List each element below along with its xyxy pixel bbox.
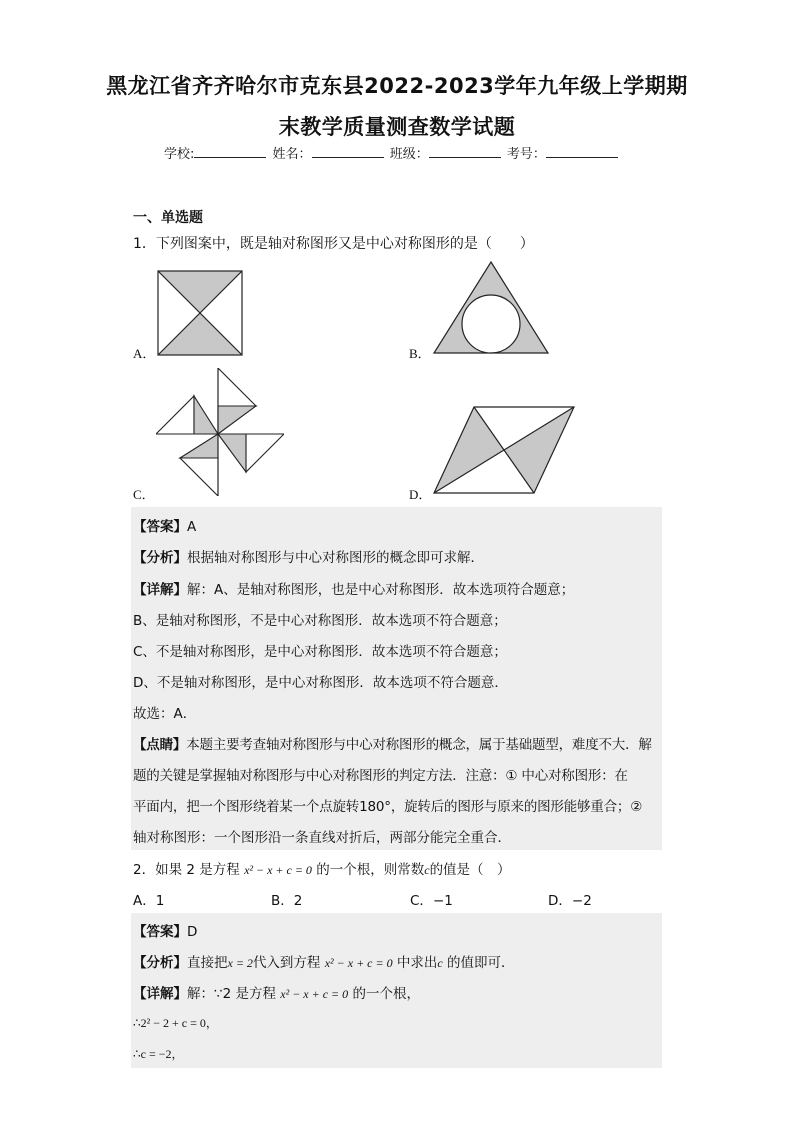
q1-detail-line: 【详解】解：A、是轴对称图形，也是中心对称图形．故本选项符合题意； [133, 582, 575, 598]
q1-conclusion: 故选：A． [133, 706, 197, 722]
q2-option-d: D．−2 [548, 893, 592, 909]
q1-option-a-label: A． [133, 346, 156, 361]
q2-step-1: ∴2² − 2 + c = 0， [133, 1016, 218, 1030]
q1-comment-3: 平面内，把一个图形绕着某一个点旋转180°，旋转后的图形与原来的图形能够重合；② [133, 799, 643, 815]
page-title-line1: 黑龙江省齐齐哈尔市克东县2022-2023学年九年级上学期期 [106, 74, 688, 98]
q1-figure-b [432, 260, 550, 356]
q1-comment-2: 题的关键是掌握轴对称图形与中心对称图形的判定方法．注意：① 中心对称图形：在 [133, 768, 628, 784]
field-class-label: 班级： [389, 147, 429, 162]
q1-comment-line: 【点睛】本题主要考查轴对称图形与中心对称图形的概念，属于基础题型，难度不大．解 [133, 737, 652, 753]
q2-detail-line: 【详解】解：∵2 是方程 x² − x + c = 0 的一个根， [133, 986, 420, 1002]
q2-option-c: C．−1 [410, 893, 453, 909]
section-heading: 一、单选题 [133, 210, 203, 226]
field-name-blank [312, 144, 384, 158]
q1-figure-a [157, 270, 243, 356]
q1-comment-4: 轴对称图形：一个图形沿一条直线对折后，两部分能完全重合． [133, 830, 511, 846]
field-school-label: 学校: [164, 147, 195, 162]
q1-figure-d [432, 405, 577, 495]
q1-detail-b: B、是轴对称图形，不是中心对称图形．故本选项不符合题意； [133, 613, 507, 629]
q1-option-d-label: D． [409, 487, 432, 502]
field-id-label: 考号： [506, 147, 546, 162]
q1-option-b-label: B． [409, 346, 431, 361]
field-id-blank [546, 144, 618, 158]
q2-answer-line: 【答案】D [133, 924, 198, 940]
q1-option-c-label: C． [133, 487, 155, 502]
q2-option-a: A．1 [133, 893, 165, 909]
field-school-blank [194, 144, 266, 158]
q1-answer-line: 【答案】A [133, 519, 197, 535]
q2-step-2: ∴c = −2， [133, 1047, 184, 1061]
q1-stem: 1．下列图案中，既是轴对称图形又是中心对称图形的是（ ） [133, 236, 534, 252]
q1-analysis-line: 【分析】根据轴对称图形与中心对称图形的概念即可求解． [133, 550, 484, 566]
q2-stem: 2．如果 2 是方程 x² − x + c = 0 的一个根，则常数c的值是（ ） [133, 862, 511, 878]
q1-figure-c [156, 368, 284, 496]
q2-equation: x² − x + c = 0 [244, 863, 312, 877]
student-info-fields [164, 143, 620, 162]
page-title-line2: 末教学质量测查数学试题 [278, 115, 516, 139]
field-name-label: 姓名： [272, 147, 312, 162]
q1-detail-c: C、不是轴对称图形，是中心对称图形．故本选项不符合题意； [133, 644, 507, 660]
q2-analysis-line: 【分析】直接把x = 2代入到方程 x² − x + c = 0 中求出c 的值即可． [133, 955, 515, 971]
q2-answer: D [187, 924, 198, 940]
field-class-blank [429, 144, 501, 158]
q1-detail-d: D、不是轴对称图形，是中心对称图形．故本选项不符合题意． [133, 675, 508, 691]
q1-answer: A [187, 519, 197, 535]
q2-option-b: B．2 [271, 893, 303, 909]
